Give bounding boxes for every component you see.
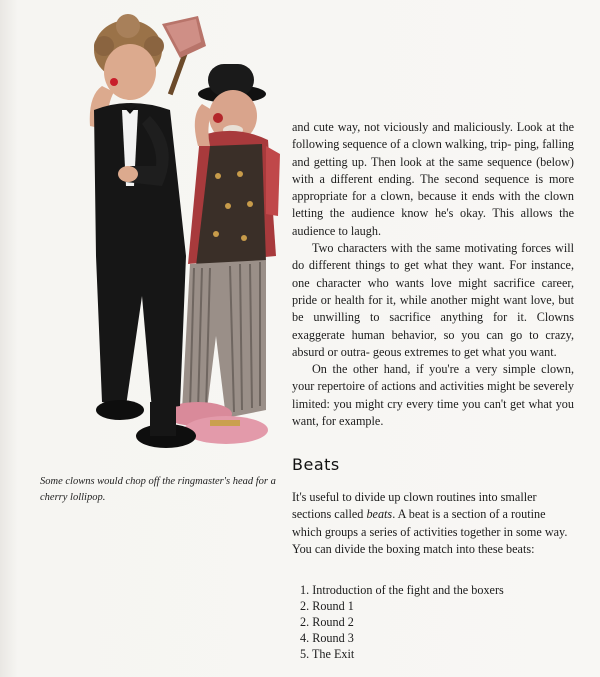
p2-line: geous extremes to get what you want. xyxy=(372,344,557,359)
list-item: 2. Round 2 xyxy=(300,615,354,629)
clowns-photo xyxy=(30,6,292,458)
p3-line: time you can't get what you want, for example. xyxy=(292,396,574,429)
beats-intro xyxy=(292,489,574,558)
p2-line: forces will do different things to get what they xyxy=(292,241,574,273)
beats-intro-text: . A beat is a section of a routine which groups a series of activities together in some way. You can divide the boxing match into these beats: xyxy=(292,507,568,556)
p3-line: On the other hand, if you're a very simple xyxy=(312,362,536,377)
beats-list xyxy=(300,582,504,662)
ringmaster-figure xyxy=(90,14,196,448)
beats-paragraph xyxy=(292,489,574,558)
p2-line: sacrifice anything for it. Clowns exaggerate human xyxy=(292,310,574,342)
p1-line: The second sequence is more appropriate for a xyxy=(292,171,575,204)
p2-line: might sacrifice career, pride or health for it, while xyxy=(292,275,574,307)
p2-line: behavior, so you can go to crazy, absurd or outra- xyxy=(292,327,575,359)
p2-line: want. For instance, one character who wants love xyxy=(292,258,574,290)
paragraph-3 xyxy=(292,361,574,430)
p1-line: at the following sequence of a clown walking, trip- xyxy=(292,120,574,152)
list-item: 5. The Exit xyxy=(300,647,355,661)
p3-line: clown, your repertoire of actions and activities xyxy=(292,362,574,394)
paragraph-2 xyxy=(292,240,574,361)
p2-line: another might want love, but be unwilling to xyxy=(292,292,575,325)
paragraph-1 xyxy=(292,119,574,240)
p3-line: might be severely limited: you might cry every xyxy=(292,379,574,411)
p1-line: clown, because it ends with the clown letting the xyxy=(292,189,574,221)
p2-line: Two characters with the same motivating xyxy=(312,241,518,256)
p1-line: same sequence (below) with a different ending. xyxy=(292,154,574,186)
list-item: 4. Round 3 xyxy=(300,631,354,645)
p1-line: audience know he's okay. This allows the audience xyxy=(292,206,575,238)
list-item: 1. Introduction of the fight and the boxers xyxy=(300,583,504,597)
p1-line: ping, falling and getting up. Then look at the xyxy=(292,137,575,169)
beats-intro-text: It's useful to divide up clown routines into smaller sections called xyxy=(292,490,537,522)
photo-caption: Some clowns would chop off the ringmaster's head for a cherry lollipop. xyxy=(40,476,276,503)
body-text xyxy=(292,119,574,430)
p1-line: to laugh. xyxy=(338,223,382,238)
list-item: 2. Round 1 xyxy=(300,599,354,613)
p1-line: and cute way, not viciously and maliciously. Look xyxy=(292,120,543,134)
section-heading-beats: Beats xyxy=(292,455,340,474)
beats-term: beats xyxy=(366,507,393,522)
